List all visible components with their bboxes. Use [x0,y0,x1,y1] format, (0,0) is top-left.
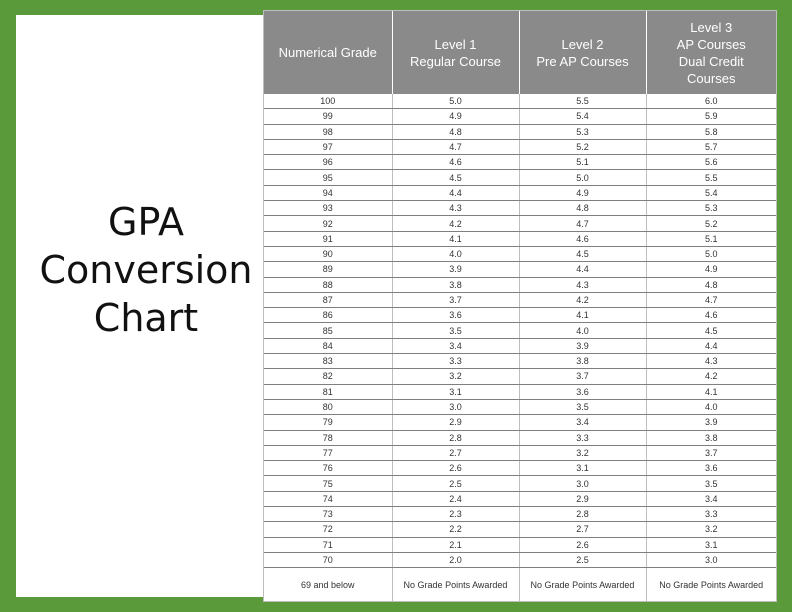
cell-level-2: 4.5 [519,246,646,261]
cell-level-2: 2.5 [519,552,646,567]
header-line: Numerical Grade [278,45,377,60]
cell-numerical-grade: 84 [264,338,392,353]
cell-level-1: 3.9 [392,262,519,277]
header-line: Level 1 [434,36,477,52]
cell-numerical-grade: 96 [264,155,392,170]
cell-level-2: 4.2 [519,292,646,307]
header-level-1 [392,11,519,94]
cell-level-3: 5.6 [646,155,776,170]
cell-numerical-grade: 92 [264,216,392,231]
table-row [264,155,776,170]
table-row [264,399,776,414]
cell-level-2: 5.0 [519,170,646,185]
header-line: Pre AP Courses [536,53,629,69]
cell-level-2: 5.1 [519,155,646,170]
cell-numerical-grade: 98 [264,124,392,139]
cell-numerical-grade: 83 [264,354,392,369]
header-numerical-grade [264,11,392,94]
cell-level-2: 3.3 [519,430,646,445]
cell-level-1: 4.6 [392,155,519,170]
table-row [264,461,776,476]
cell-level-2: 3.7 [519,369,646,384]
cell-level-3: 4.1 [646,384,776,399]
cell-level-1: 3.6 [392,308,519,323]
cell-level-2: 4.0 [519,323,646,338]
gpa-table-container [263,10,777,602]
table-row [264,415,776,430]
cell-level-1: 3.0 [392,399,519,414]
table-row [264,445,776,460]
cell-level-1: 2.9 [392,415,519,430]
cell-level-1: 3.5 [392,323,519,338]
cell-level-1: 2.2 [392,522,519,537]
cell-level-1: 3.8 [392,277,519,292]
table-row [264,139,776,154]
cell-level-2: 4.4 [519,262,646,277]
cell-numerical-grade: 71 [264,537,392,552]
table-body [264,94,776,602]
table-row [264,323,776,338]
table-row [264,94,776,109]
table-footer-row [264,568,776,603]
cell-level-3: 5.5 [646,170,776,185]
table-header-row [264,11,776,94]
cell-level-2: 4.7 [519,216,646,231]
cell-level-2: 5.2 [519,139,646,154]
cell-level-2: 5.3 [519,124,646,139]
table-row [264,246,776,261]
cell-level-1: 2.6 [392,461,519,476]
cell-level-1: 4.7 [392,139,519,154]
cell-level-1: 4.2 [392,216,519,231]
table-row [264,491,776,506]
table-row [264,277,776,292]
cell-level-1: 2.5 [392,476,519,491]
table-row [264,185,776,200]
cell-level-3: 5.7 [646,139,776,154]
cell-level-1: 2.8 [392,430,519,445]
cell-level-3: 3.1 [646,537,776,552]
cell-level-3: 3.0 [646,552,776,567]
title-line: Conversion [39,248,253,292]
table-row [264,338,776,353]
cell-numerical-grade: 100 [264,94,392,109]
page-title [36,198,256,342]
cell-numerical-grade: 85 [264,323,392,338]
table-row [264,201,776,216]
cell-level-3: 5.8 [646,124,776,139]
table-row [264,384,776,399]
cell-level-3: 3.3 [646,507,776,522]
cell-level-1: 2.0 [392,552,519,567]
cell-level-2: 3.9 [519,338,646,353]
cell-level-2: 4.1 [519,308,646,323]
cell-level-1: 4.1 [392,231,519,246]
cell-level-2: 4.6 [519,231,646,246]
table-row [264,552,776,567]
cell-level-3: 3.5 [646,476,776,491]
cell-level-2: 3.2 [519,445,646,460]
table-row [264,476,776,491]
cell-level-3: 3.8 [646,430,776,445]
table-row [264,170,776,185]
gpa-table [264,11,776,602]
cell-numerical-grade: 77 [264,445,392,460]
cell-level-1: 3.1 [392,384,519,399]
cell-level-3: 6.0 [646,94,776,109]
cell-numerical-grade: 90 [264,246,392,261]
table-row [264,216,776,231]
cell-level-3: 4.3 [646,354,776,369]
cell-level-3: 3.7 [646,445,776,460]
cell-level-1: 5.0 [392,94,519,109]
cell-level-1: 4.4 [392,185,519,200]
cell-level-1: 2.3 [392,507,519,522]
header-line: Regular Course [409,53,502,69]
cell-level-3: 4.4 [646,338,776,353]
table-row [264,308,776,323]
cell-level-1: 4.5 [392,170,519,185]
cell-numerical-grade: 86 [264,308,392,323]
cell-numerical-grade: 87 [264,292,392,307]
footer-grade-range: 69 and below [264,568,392,603]
cell-numerical-grade: 78 [264,430,392,445]
table-row [264,109,776,124]
footer-no-points: No Grade Points Awarded [392,568,519,603]
table-row [264,430,776,445]
cell-level-1: 3.7 [392,292,519,307]
cell-numerical-grade: 75 [264,476,392,491]
cell-numerical-grade: 99 [264,109,392,124]
cell-level-2: 3.1 [519,461,646,476]
cell-level-2: 3.0 [519,476,646,491]
cell-level-1: 2.4 [392,491,519,506]
cell-numerical-grade: 70 [264,552,392,567]
cell-level-2: 4.3 [519,277,646,292]
cell-level-2: 3.8 [519,354,646,369]
cell-level-2: 5.5 [519,94,646,109]
cell-level-3: 5.0 [646,246,776,261]
cell-level-1: 2.1 [392,537,519,552]
cell-numerical-grade: 74 [264,491,392,506]
table-row [264,124,776,139]
header-line: Level 3 [690,19,733,35]
cell-numerical-grade: 79 [264,415,392,430]
title-line: GPA [108,200,184,244]
cell-numerical-grade: 81 [264,384,392,399]
cell-level-2: 5.4 [519,109,646,124]
header-line: Level 2 [561,36,604,52]
table-row [264,292,776,307]
cell-level-2: 4.9 [519,185,646,200]
cell-level-3: 4.8 [646,277,776,292]
cell-level-1: 4.3 [392,201,519,216]
table-row [264,522,776,537]
cell-level-3: 3.4 [646,491,776,506]
cell-level-3: 4.6 [646,308,776,323]
table-row [264,507,776,522]
cell-level-2: 2.7 [519,522,646,537]
cell-level-2: 3.6 [519,384,646,399]
header-line: AP Courses [676,36,746,52]
cell-level-3: 5.4 [646,185,776,200]
title-line: Chart [93,296,199,340]
table-row [264,369,776,384]
table-row [264,537,776,552]
cell-level-3: 5.9 [646,109,776,124]
cell-numerical-grade: 73 [264,507,392,522]
cell-numerical-grade: 97 [264,139,392,154]
cell-level-2: 3.4 [519,415,646,430]
cell-numerical-grade: 95 [264,170,392,185]
cell-level-1: 4.0 [392,246,519,261]
table-row [264,231,776,246]
cell-numerical-grade: 93 [264,201,392,216]
cell-level-2: 2.8 [519,507,646,522]
cell-level-3: 4.0 [646,399,776,414]
cell-level-2: 4.8 [519,201,646,216]
table-row [264,354,776,369]
cell-level-3: 5.3 [646,201,776,216]
cell-level-3: 4.9 [646,262,776,277]
footer-no-points: No Grade Points Awarded [519,568,646,603]
cell-level-3: 4.2 [646,369,776,384]
cell-level-3: 4.5 [646,323,776,338]
header-line: Courses [687,70,736,86]
cell-numerical-grade: 88 [264,277,392,292]
cell-level-1: 3.4 [392,338,519,353]
cell-numerical-grade: 72 [264,522,392,537]
header-line: Dual Credit [678,53,744,69]
cell-level-2: 3.5 [519,399,646,414]
cell-level-3: 5.1 [646,231,776,246]
cell-level-3: 3.6 [646,461,776,476]
cell-numerical-grade: 80 [264,399,392,414]
cell-level-3: 3.9 [646,415,776,430]
cell-level-1: 3.2 [392,369,519,384]
header-level-2 [519,11,646,94]
cell-level-2: 2.6 [519,537,646,552]
footer-no-points: No Grade Points Awarded [659,580,764,591]
cell-numerical-grade: 94 [264,185,392,200]
cell-numerical-grade: 82 [264,369,392,384]
header-level-3 [646,11,776,94]
cell-numerical-grade: 76 [264,461,392,476]
cell-numerical-grade: 89 [264,262,392,277]
cell-level-3: 3.2 [646,522,776,537]
cell-level-2: 2.9 [519,491,646,506]
cell-level-1: 2.7 [392,445,519,460]
cell-level-1: 3.3 [392,354,519,369]
table-row [264,262,776,277]
cell-level-1: 4.9 [392,109,519,124]
cell-level-3: 4.7 [646,292,776,307]
cell-numerical-grade: 91 [264,231,392,246]
cell-level-1: 4.8 [392,124,519,139]
cell-level-3: 5.2 [646,216,776,231]
